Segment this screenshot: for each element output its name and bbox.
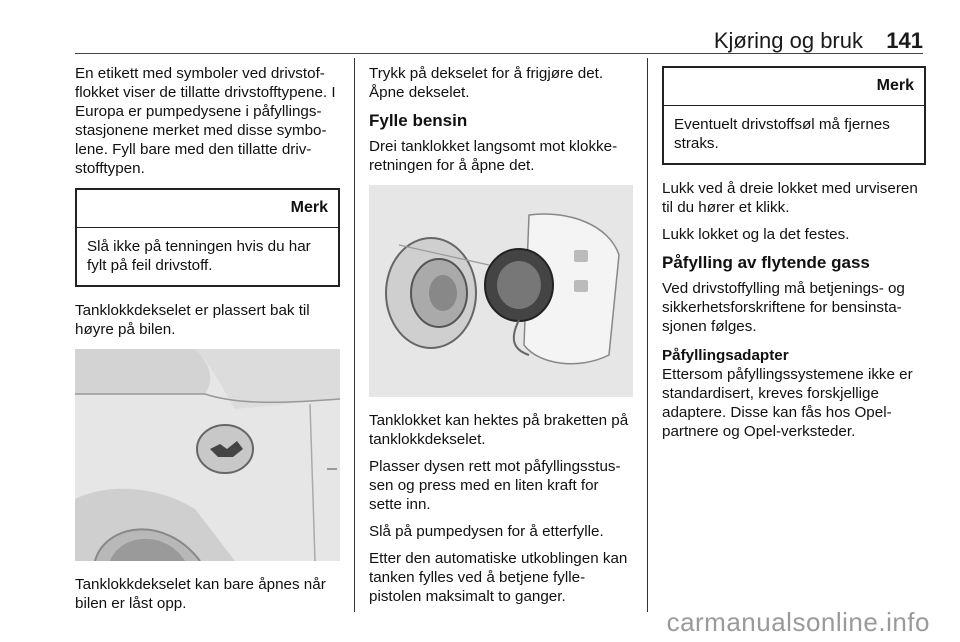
paragraph: Trykk på dekselet for å frigjøre det. Åpne dekselet. bbox=[369, 65, 604, 101]
header-divider bbox=[75, 53, 923, 54]
car-rear-side-illustration bbox=[75, 349, 340, 561]
paragraph: Tanklokkdekselet kan bare åpnes når bilen er låst opp. bbox=[75, 576, 326, 612]
column-divider bbox=[647, 58, 648, 612]
paragraph: Plasser dysen rett mot påfyllingsstus-sen og press med en liten kraft for sette inn. bbox=[369, 458, 621, 513]
paragraph: Ettersom påfyllingssystemene ikke er standardisert, kreves forskjellige adaptere. Disse kan fås hos Opel-partnere og Opel-verksteder. bbox=[662, 366, 913, 440]
section-title: Kjøring og bruk bbox=[713, 28, 863, 53]
paragraph: Etter den automatiske utkoblingen kan tanken fylles ved å betjene fylle-pistolen maksimalt to ganger. bbox=[369, 550, 628, 605]
section-heading: Påfylling av flytende gass bbox=[662, 253, 870, 272]
note-title: Merk bbox=[77, 190, 338, 228]
paragraph: Slå på pumpedysen for å etterfylle. bbox=[369, 523, 604, 540]
column-2 bbox=[369, 64, 633, 614]
note-box bbox=[75, 188, 340, 287]
column-divider bbox=[354, 58, 355, 612]
subsection-heading: Påfyllingsadapter bbox=[662, 347, 789, 364]
watermark: carmanualsonline.info bbox=[666, 607, 930, 637]
note-text: Slå ikke på tenningen hvis du har fylt på feil drivstoff. bbox=[87, 238, 311, 274]
paragraph: Lukk ved å dreie lokket med urviseren til du hører et klikk. bbox=[662, 180, 918, 216]
note-title: Merk bbox=[664, 68, 924, 106]
paragraph: Tanklokket kan hektes på braketten på tanklokkdekselet. bbox=[369, 412, 629, 448]
page-header bbox=[75, 28, 923, 54]
fuel-cap-illustration bbox=[369, 185, 633, 397]
note-text: Eventuelt drivstoffsøl må fjernes straks. bbox=[674, 116, 890, 152]
paragraph: Tanklokkdekselet er plassert bak til høyre på bilen. bbox=[75, 302, 310, 338]
fuel-cap-open-illustration bbox=[369, 185, 633, 397]
column-1 bbox=[75, 64, 340, 621]
section-heading: Fylle bensin bbox=[369, 111, 468, 130]
paragraph: En etikett med symboler ved drivstof-flokket viser de tillatte drivstofftypene. I Europa er pumpedysene i påfyllings-stasjonene merket med disse symbo-lene. Fyll bare med den tillatte driv-stofftypen. bbox=[75, 65, 336, 177]
column-3 bbox=[662, 64, 926, 449]
paragraph: Lukk lokket og la det festes. bbox=[662, 226, 850, 243]
fuel-door-illustration bbox=[75, 349, 340, 561]
page-number: 141 bbox=[886, 28, 923, 53]
note-box bbox=[662, 66, 926, 165]
paragraph: Ved drivstoffylling må betjenings- og sikkerhetsforskriftene for bensinsta-sjonen følges. bbox=[662, 280, 905, 335]
paragraph: Drei tanklokket langsomt mot klokke-retningen for å åpne det. bbox=[369, 138, 618, 174]
